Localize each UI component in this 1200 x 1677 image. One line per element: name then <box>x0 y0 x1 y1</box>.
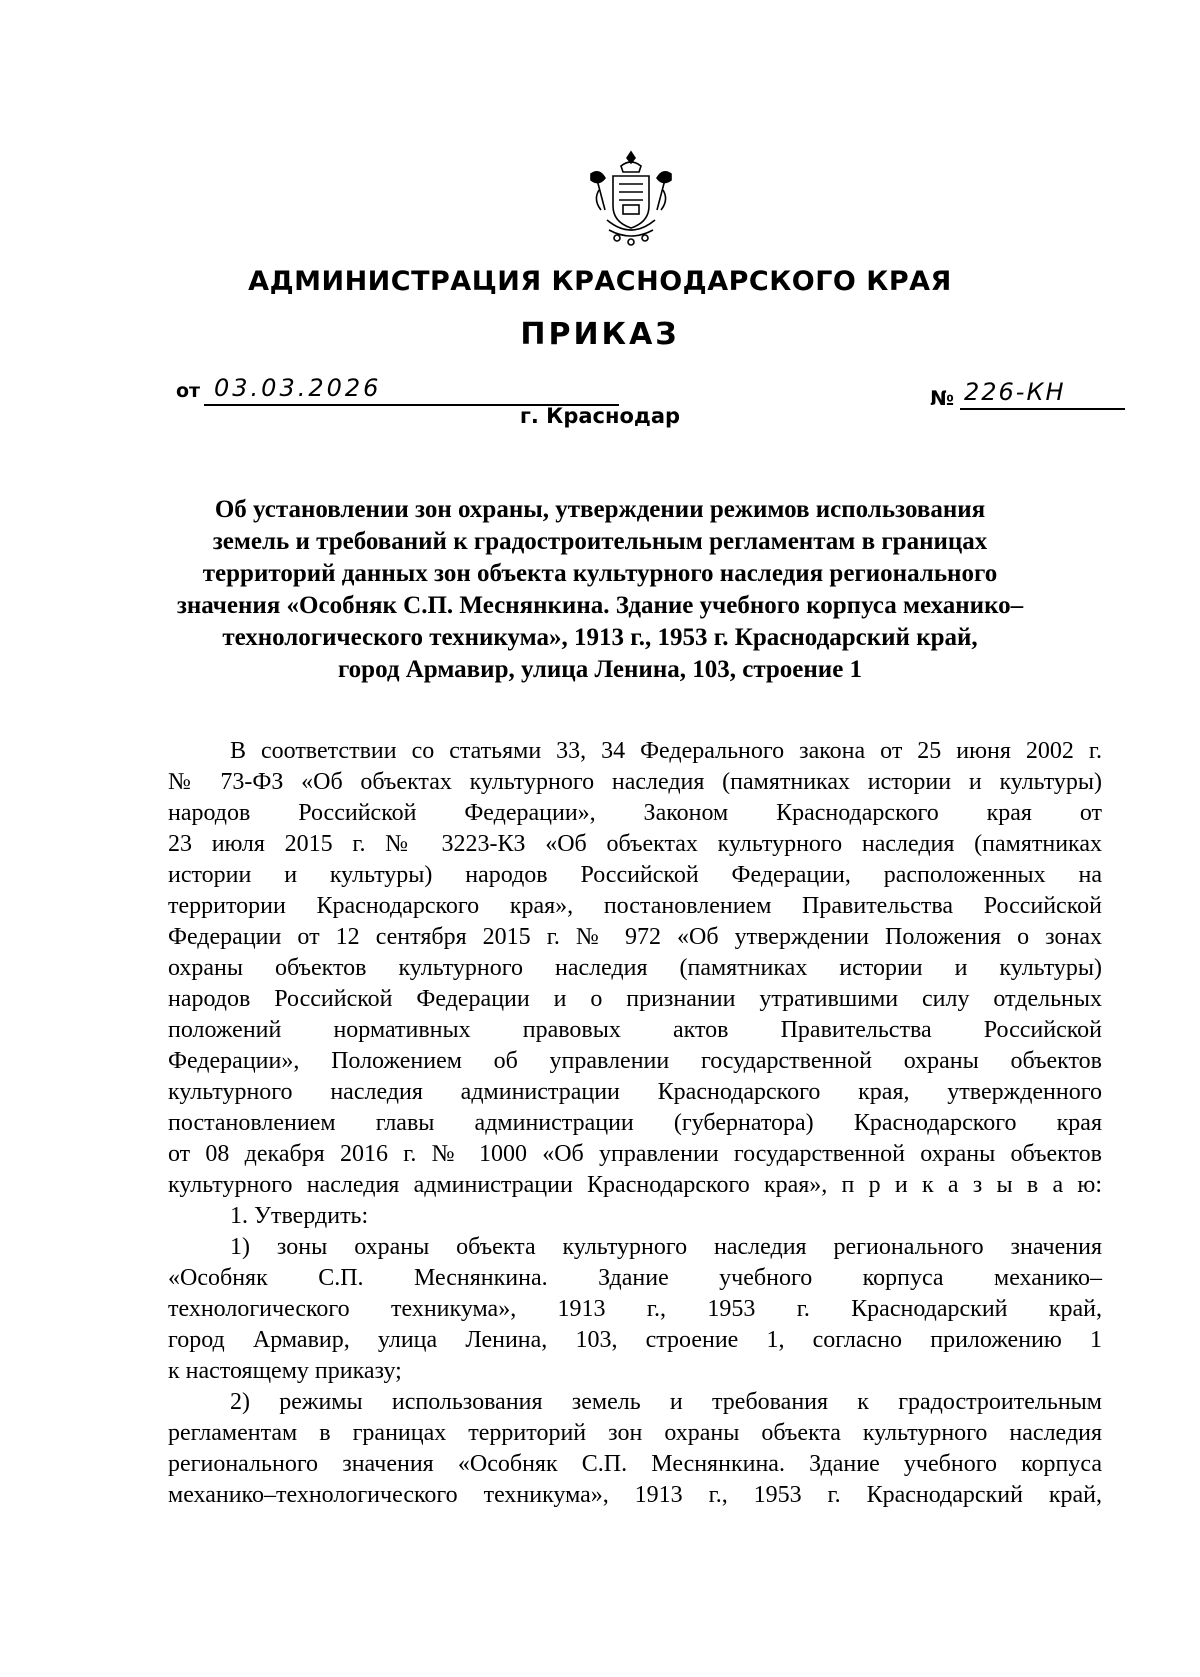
body-line: положений нормативных правовых актов Правительства Российской <box>168 1017 1102 1043</box>
document-type: ПРИКАЗ <box>520 317 680 352</box>
handwritten-number: 226-КН <box>964 378 1066 406</box>
number-label: № <box>930 386 955 410</box>
body-line: к настоящему приказу; <box>168 1358 402 1384</box>
body-line: 1. Утвердить: <box>230 1203 369 1229</box>
body-line: народов Российской Федерации», Законом Краснодарского края от <box>168 800 1102 826</box>
body-line: народов Российской Федерации и о признании утратившими силу отдельных <box>168 986 1102 1012</box>
body-line: 23 июля 2015 г. № 3223-КЗ «Об объектах культурного наследия (памятниках <box>168 831 1102 857</box>
city-name: г. Краснодар <box>519 404 681 428</box>
date-label: от <box>176 380 201 402</box>
body-line: регламентам в границах территорий зон охраны объекта культурного наследия <box>168 1420 1102 1446</box>
body-line: культурного наследия администрации Краснодарского края, утвержденного <box>168 1079 1102 1105</box>
body-line: территории Краснодарского края», постановлением Правительства Российской <box>168 893 1102 919</box>
body-line: В соответствии со статьями 33, 34 Федерального закона от 25 июня 2002 г. <box>230 738 1102 764</box>
body-line: механико–технологического техникума», 1913 г., 1953 г. Краснодарский край, <box>168 1482 1102 1508</box>
title-line: город Армавир, улица Ленина, 103, строение 1 <box>337 656 863 683</box>
agency-name: АДМИНИСТРАЦИЯ КРАСНОДАРСКОГО КРАЯ <box>248 266 952 297</box>
title-line: территорий данных зон объекта культурного наследия регионального <box>202 560 998 587</box>
body-line: Федерации от 12 сентября 2015 г. № 972 «Об утверждении Положения о зонах <box>168 924 1102 950</box>
title-line: технологического техникума», 1913 г., 1953 г. Краснодарский край, <box>222 624 978 651</box>
body-line: город Армавир, улица Ленина, 103, строение 1, согласно приложению 1 <box>168 1327 1102 1353</box>
body-line: Федерации», Положением об управлении государственной охраны объектов <box>168 1048 1102 1074</box>
body-line: постановлением главы администрации (губернатора) Краснодарского края <box>168 1110 1102 1136</box>
document-body <box>168 736 1102 1511</box>
body-line: регионального значения «Особняк С.П. Меснянкина. Здание учебного корпуса <box>168 1451 1102 1477</box>
title-line: значения «Особняк С.П. Меснянкина. Здание учебного корпуса механико– <box>176 592 1024 619</box>
document-title <box>160 494 1040 686</box>
coat-of-arms-icon <box>587 150 675 250</box>
title-line: земель и требований к градостроительным регламентам в границах <box>212 528 988 555</box>
handwritten-date: 03.03.2026 <box>214 374 382 402</box>
body-line: от 08 декабря 2016 г. № 1000 «Об управлении государственной охраны объектов <box>168 1141 1102 1167</box>
body-line: культурного наследия администрации Краснодарского края», п р и к а з ы в а ю: <box>168 1172 1102 1198</box>
body-line: технологического техникума», 1913 г., 1953 г. Краснодарский край, <box>168 1296 1102 1322</box>
title-line: Об установлении зон охраны, утверждении режимов использования <box>214 496 986 523</box>
body-line: истории и культуры) народов Российской Федерации, расположенных на <box>168 862 1102 888</box>
body-line: 2) режимы использования земель и требования к градостроительным <box>230 1389 1102 1415</box>
body-line: № 73-ФЗ «Об объектах культурного наследия (памятниках истории и культуры) <box>168 769 1102 795</box>
body-line: «Особняк С.П. Меснянкина. Здание учебного корпуса механико– <box>168 1265 1102 1291</box>
body-line: охраны объектов культурного наследия (памятниках истории и культуры) <box>168 955 1102 981</box>
body-line: 1) зоны охраны объекта культурного наследия регионального значения <box>230 1234 1102 1260</box>
